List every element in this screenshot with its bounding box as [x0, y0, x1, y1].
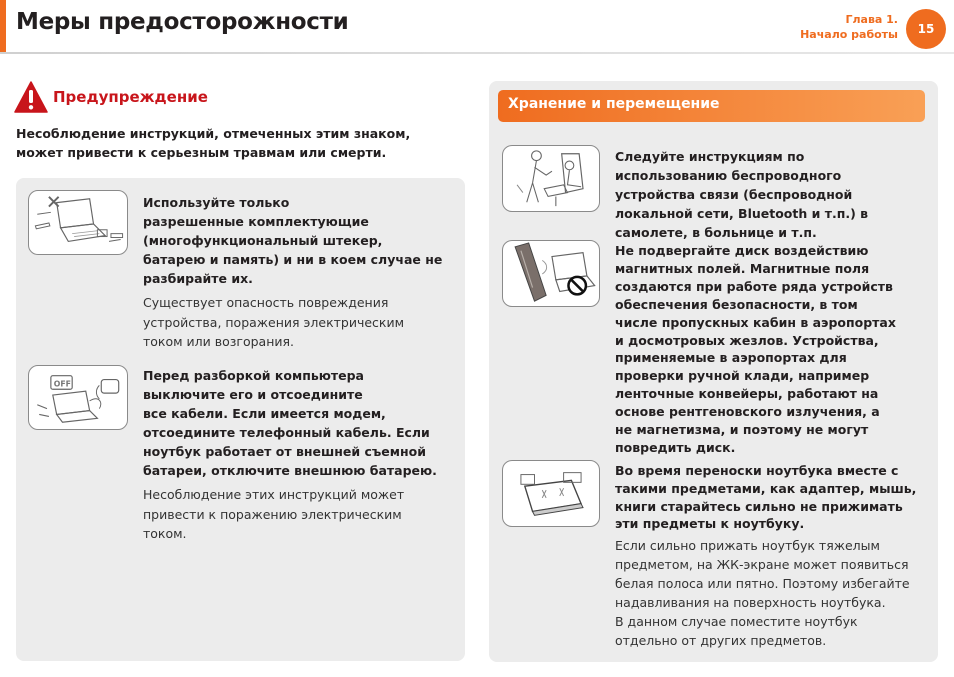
header-divider: [0, 52, 954, 54]
svg-text:OFF: OFF: [53, 379, 71, 389]
chapter-number: Глава 1.: [845, 13, 898, 26]
warning-title: Предупреждение: [53, 88, 208, 106]
laptop-pressure-icon: [502, 460, 600, 527]
carrying-warning-bold: Во время переноски ноутбука вместе с такими предметами, как адаптер, мышь, книги старайтесь сильно не прижимать эти предметы к ноутбуку.: [615, 463, 917, 532]
magnetic-warning-bold: Не подвергайте диск воздействию магнитных полей. Магнитные поля создаются при работе ряда устройств обеспечения безопасности, в том числе пропускных кабин в аэропортах и досмотровых жезлов. Устройства, применяемые в аэропортах для проверки ручной клади, например ленточные конвейеры, работают на основе рентгеновского излучения, а не магнетизма, и поэтому не могут повредить диск.: [615, 243, 896, 455]
page-number-badge: 15: [906, 9, 946, 49]
page-title: Меры предосторожности: [16, 9, 349, 35]
warning-description: Несоблюдение инструкций, отмеченных этим знаком, может привести к серьезным травмам или смерти.: [16, 126, 411, 160]
metal-detector-wand-icon: [502, 240, 600, 307]
header-accent-bar: [0, 0, 6, 52]
laptop-accessories-icon: [28, 190, 128, 255]
carrying-warning-body: Если сильно прижать ноутбук тяжелым предметом, на ЖК-экране может появиться белая полоса или пятно. Поэтому избегайте надавливания на поверхность ноутбука.: [615, 538, 910, 610]
carrying-warning-advice: В данном случае поместите ноутбук отдельно от других предметов.: [615, 614, 858, 648]
warning-triangle-icon: [14, 81, 48, 113]
disassembly-warning-bold: Перед разборкой компьютера выключите его и отсоедините все кабели. Если имеется модем, отсоедините телефонный кабель. Если ноутбук работает от внешней съемной батареи, отключите внешнюю батарею.: [143, 368, 437, 478]
accessories-warning-bold: Используйте только разрешенные комплектующие (многофункциональный штекер, батарею и память) и ни в коем случае не разбирайте их.: [143, 195, 443, 286]
section-title-storage: Хранение и перемещение: [498, 90, 925, 122]
wireless-warning-bold: Следуйте инструкциям по использованию беспроводного устройства связи (беспроводной локальной сети, Bluetooth и т.п.) в самолете, в больнице и т.п.: [615, 149, 869, 240]
airplane-seat-icon: [502, 145, 600, 212]
chapter-title: Начало работы: [800, 28, 898, 41]
chapter-label: [800, 12, 898, 42]
accessories-warning-body: Существует опасность повреждения устройства, поражения электрическим током или возгорания.: [143, 295, 405, 349]
laptop-off-cables-icon: [28, 365, 128, 430]
disassembly-warning-body: Несоблюдение этих инструкций может привести к поражению электрическим током.: [143, 487, 405, 541]
